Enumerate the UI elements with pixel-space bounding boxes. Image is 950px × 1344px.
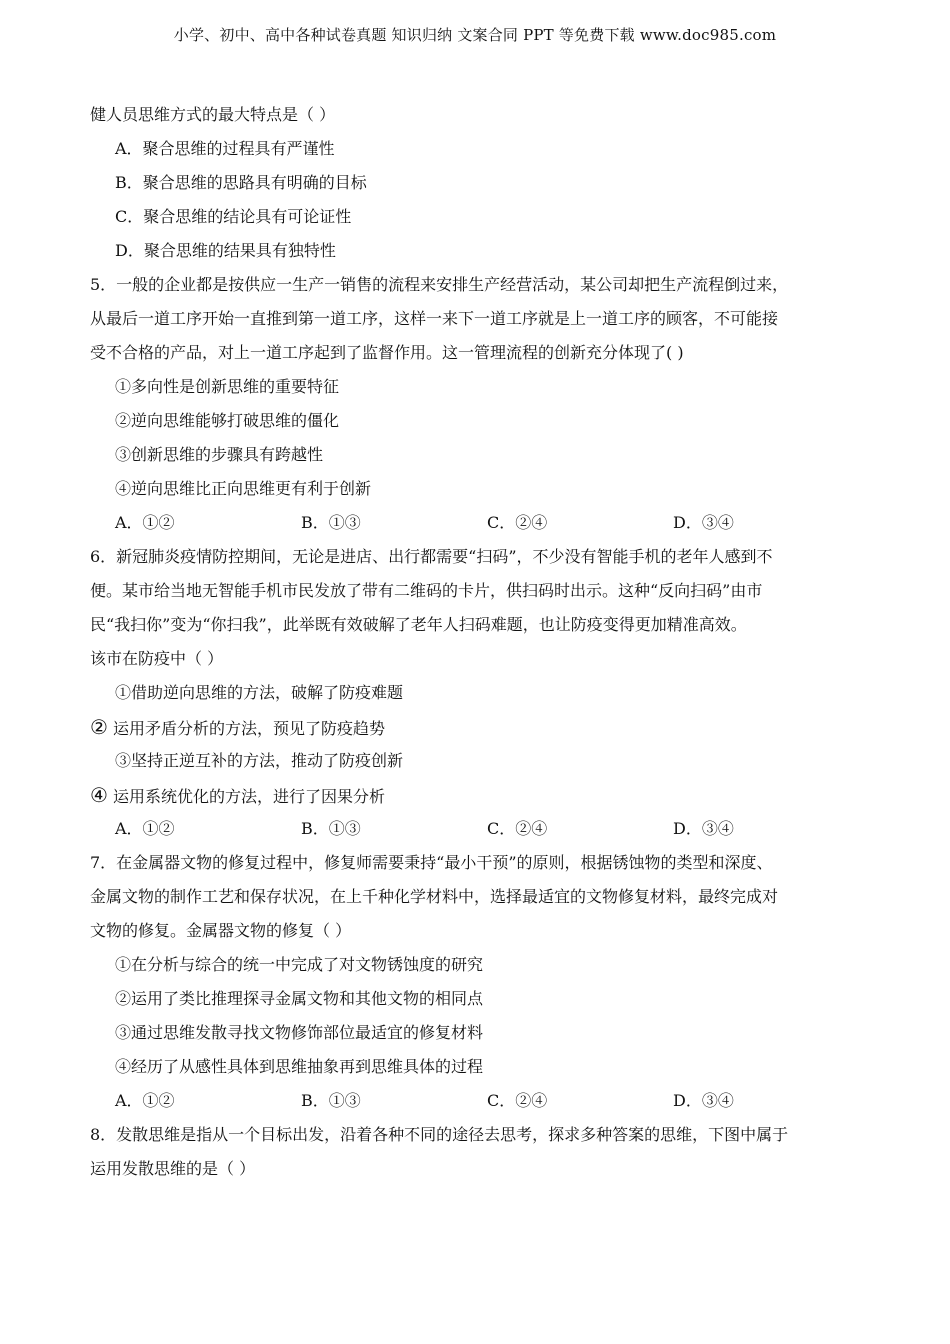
question-6-statement-4-mark: ④ [90,783,108,807]
question-5-choices [90,506,860,540]
question-7-statement-3: ③通过思维发散寻找文物修饰部位最适宜的修复材料 [115,1023,484,1042]
question-6-statement-4-text: 运用系统优化的方法，进行了因果分析 [107,787,386,806]
question-5-statement-1: ①多向性是创新思维的重要特征 [115,377,340,396]
question-5-choice-a: A．①② [115,513,175,532]
question-5-stem-line-3: 受不合格的产品，对上一道工序起到了监督作用。这一管理流程的创新充分体现了( ) [90,343,684,362]
question-5-statement-2: ②逆向思维能够打破思维的僵化 [115,411,340,430]
question-7-stem-line-2: 金属文物的制作工艺和保存状况，在上千种化学材料中，选择最适宜的文物修复材料，最终完成对 [90,887,779,906]
question-4-option-c: C．聚合思维的结论具有可论证性 [115,207,352,226]
question-6-choice-b: B．①③ [301,819,361,838]
question-7-choice-c: C．②④ [487,1091,548,1110]
question-5-choice-c: C．②④ [487,513,548,532]
question-7-choice-d: D．③④ [673,1091,734,1110]
question-6-stem-line-2: 便。某市给当地无智能手机市民发放了带有二维码的卡片，供扫码时出示。这种“反向扫码”由市 [90,581,763,600]
question-6-choice-c: C．②④ [487,819,548,838]
question-5-choice-d: D．③④ [673,513,734,532]
question-6 [90,540,860,846]
question-5-statement-3: ③创新思维的步骤具有跨越性 [115,445,324,464]
question-6-statement-4 [90,778,860,812]
question-7-statement-1: ①在分析与综合的统一中完成了对文物锈蚀度的研究 [115,955,484,974]
question-5-choice-b: B．①③ [301,513,361,532]
question-6-statement-3: ③坚持正逆互补的方法，推动了防疫创新 [115,751,404,770]
question-6-statement-2-mark: ② [90,715,108,739]
question-7-choice-a: A．①② [115,1091,175,1110]
question-7-choice-b: B．①③ [301,1091,361,1110]
question-4 [90,98,860,268]
question-5-stem-line-1: 5．一般的企业都是按供应一生产一销售的流程来安排生产经营活动，某公司却把生产流程倒过来， [90,275,789,294]
question-6-choice-a: A．①② [115,819,175,838]
question-7-statement-2: ②运用了类比推理探寻金属文物和其他文物的相同点 [115,989,484,1008]
question-5 [90,268,860,540]
question-6-statement-2 [90,710,860,744]
question-6-stem-line-4: 该市在防疫中（ ） [90,649,224,668]
question-6-statement-1: ①借助逆向思维的方法，破解了防疫难题 [115,683,404,702]
question-6-choices [90,812,860,846]
question-7-stem-line-3: 文物的修复。金属器文物的修复（ ） [90,921,352,940]
question-4-stem-tail: 健人员思维方式的最大特点是（ ） [90,105,336,124]
page-header: 小学、初中、高中各种试卷真题 知识归纳 文案合同 PPT 等免费下载 www.doc985.com [173,26,777,44]
question-5-stem-line-2: 从最后一道工序开始一直推到第一道工序，这样一来下一道工序就是上一道工序的顾客，不可能接 [90,309,779,328]
question-7 [90,846,860,1118]
question-4-option-b: B．聚合思维的思路具有明确的目标 [115,173,367,192]
question-5-statement-4: ④逆向思维比正向思维更有利于创新 [115,479,372,498]
question-4-option-a: A．聚合思维的过程具有严谨性 [115,139,335,158]
question-8 [90,1118,860,1186]
question-6-stem-line-3: 民“我扫你”变为“你扫我”，此举既有效破解了老年人扫码难题，也让防疫变得更加精准高效。 [90,615,747,634]
question-7-statement-4: ④经历了从感性具体到思维抽象再到思维具体的过程 [115,1057,484,1076]
question-6-choice-d: D．③④ [673,819,734,838]
question-8-stem-line-1: 8．发散思维是指从一个目标出发，沿着各种不同的途径去思考，探求多种答案的思维，下图中属于 [90,1125,789,1144]
question-7-choices [90,1084,860,1118]
question-content [90,98,860,1186]
question-7-stem-line-1: 7．在金属器文物的修复过程中，修复师需要秉持“最小干预”的原则，根据锈蚀物的类型和深度、 [90,853,773,872]
question-6-stem-line-1: 6．新冠肺炎疫情防控期间，无论是进店、出行都需要“扫码”，不少没有智能手机的老年人感到不 [90,547,773,566]
question-6-statement-2-text: 运用矛盾分析的方法，预见了防疫趋势 [107,719,386,738]
question-4-option-d: D．聚合思维的结果具有独特性 [115,241,336,260]
question-8-stem-line-2: 运用发散思维的是（ ） [90,1159,256,1178]
